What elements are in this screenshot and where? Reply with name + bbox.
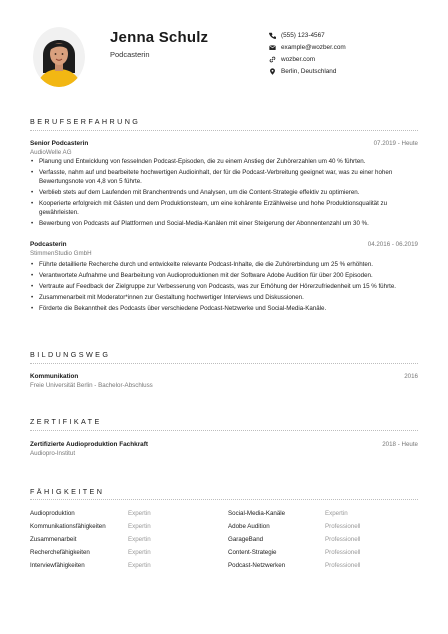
education-institution: Freie Universität Berlin - Bachelor-Abschluss — [30, 382, 153, 389]
education-section-title: BILDUNGSWEG — [30, 350, 111, 359]
skill-name: Adobe Audition — [228, 523, 270, 530]
phone-icon — [268, 31, 276, 39]
list-item: • Kooperierte erfolgreich mit Gästen und dem Produktionsteam, um eine kohärente Erzählweise und hohe Produktionsqualität zu gewährleisten. — [30, 200, 420, 218]
skill-name: Social-Media-Kanäle — [228, 510, 286, 517]
avatar — [33, 27, 85, 87]
list-item: • Planung und Entwicklung von fesselnden Podcast-Episoden, die zu einem Anstieg der Zuhörerzahlen um 40 % führten. — [30, 158, 420, 167]
email-icon — [268, 43, 276, 51]
contact-phone — [268, 29, 346, 41]
skill-level: Professionell — [325, 523, 361, 530]
list-item: • Förderte die Bekanntheit des Podcasts über verschiedene Podcast-Netzwerke und Social-Media-Kanäle. — [30, 305, 420, 314]
candidate-name: Jenna Schulz — [110, 29, 209, 46]
education-date: 2016 — [404, 373, 418, 380]
list-item: • Bewerbung von Podcasts auf Plattformen und Social-Media-Kanälen mit einer Steigerung der Abonnentenzahl um 30 %. — [30, 220, 420, 229]
job-bullet-list — [30, 261, 420, 316]
education-title: Kommunikation — [30, 373, 79, 380]
skill-name: Kommunikationsfähigkeiten — [30, 523, 106, 530]
contact-email — [268, 41, 346, 53]
section-divider — [30, 499, 418, 500]
skill-name: Interviewfähigkeiten — [30, 562, 85, 569]
experience-section-title: BERUFSERFAHRUNG — [30, 117, 141, 126]
section-divider — [30, 430, 418, 431]
contact-phone-text: (555) 123-4567 — [281, 31, 325, 39]
location-icon — [268, 68, 276, 76]
skill-level: Expertin — [128, 536, 151, 543]
list-item: • Führte detaillierte Recherche durch und entwickelte relevante Podcast-Inhalte, die die Zuhörerbindung um 25 % erhöhten. — [30, 261, 420, 270]
certificate-issuer: Audiopro-Institut — [30, 450, 76, 457]
skill-level: Expertin — [128, 523, 151, 530]
section-divider — [30, 363, 418, 364]
skill-level: Expertin — [128, 562, 151, 569]
job-title: Senior Podcasterin — [30, 140, 89, 147]
certificate-title: Zertifizierte Audioproduktion Fachkraft — [30, 441, 148, 448]
section-divider — [30, 130, 418, 131]
skill-level: Expertin — [128, 549, 151, 556]
skill-level: Expertin — [128, 510, 151, 517]
job-bullet-list — [30, 158, 420, 231]
job-company: StimmenStudio GmbH — [30, 250, 92, 257]
list-item: • Vertraute auf Feedback der Zielgruppe zur Verbesserung von Podcasts, was zur Erhöhung der Hörerzufriedenheit um 15 % führte. — [30, 283, 420, 292]
skill-name: Audioproduktion — [30, 510, 75, 517]
skill-name: Podcast-Netzwerken — [228, 562, 286, 569]
job-date: 04.2016 - 06.2019 — [367, 241, 418, 248]
contact-website-text: wozber.com — [281, 55, 316, 63]
skill-level: Professionell — [325, 549, 361, 556]
job-title: Podcasterin — [30, 241, 67, 248]
contact-list — [268, 29, 346, 78]
skill-level: Expertin — [325, 510, 348, 517]
skill-name: Content-Strategie — [228, 549, 277, 556]
list-item: • Verfasste, nahm auf und bearbeitete hochwertigen Audioinhalt, der für die Podcast-Verbreitung geeignet war, was zu einer hohen Bewertungsnote von 4,8 von 5 führte. — [30, 169, 420, 187]
job-date: 07.2019 - Heute — [373, 140, 418, 147]
skills-section-title: FÄHIGKEITEN — [30, 487, 105, 496]
avatar-photo — [33, 27, 85, 87]
skill-name: Recherchefähigkeiten — [30, 549, 90, 556]
contact-email-text: example@wozber.com — [281, 43, 346, 51]
skill-name: GarageBand — [228, 536, 264, 543]
link-icon — [268, 55, 276, 63]
job-company: AudioWelle AG — [30, 149, 72, 156]
skill-name: Zusammenarbeit — [30, 536, 77, 543]
list-item: • Verblieb stets auf dem Laufenden mit Branchentrends und Analysen, um die Content-Strategie effektiv zu optimieren. — [30, 189, 420, 198]
contact-location — [268, 66, 346, 78]
skill-level: Professionell — [325, 562, 361, 569]
contact-location-text: Berlin, Deutschland — [281, 68, 337, 76]
candidate-role: Podcasterin — [110, 50, 150, 59]
skill-level: Professionell — [325, 536, 361, 543]
list-item: • Verantwortete Aufnahme und Bearbeitung von Audioproduktionen mit der Software Adobe Audition für über 200 Episoden. — [30, 272, 420, 281]
contact-website — [268, 53, 346, 65]
list-item: • Zusammenarbeit mit Moderator*innen zur Gestaltung hochwertiger Interviews und Diskussionen. — [30, 294, 420, 303]
certificates-section-title: ZERTIFIKATE — [30, 417, 102, 426]
certificate-date: 2018 - Heute — [382, 441, 418, 448]
